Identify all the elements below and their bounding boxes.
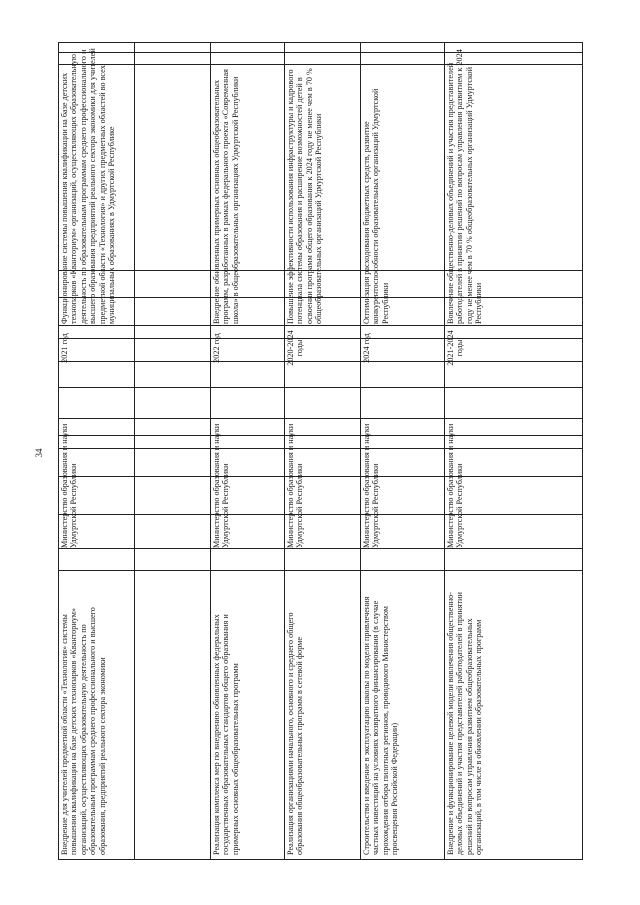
- row-2-executor: Министерство образования и науки Удмуртской Республики: [212, 423, 231, 548]
- row-2-term: 2022 год: [212, 333, 221, 363]
- row-3-event: Реализация организациями начального, основного и среднего общего образования общеобразовательных программ в сетевой форме: [286, 612, 305, 855]
- row-divider: [58, 448, 583, 449]
- row-3-executor: Министерство образования и науки Удмуртской Республики: [286, 423, 305, 548]
- column-divider: [360, 42, 361, 860]
- table-border-bottom: [58, 859, 583, 860]
- row-4-term: 2024 год: [362, 333, 371, 363]
- row-divider: [58, 418, 583, 419]
- row-1-term: 2021 год: [60, 333, 69, 363]
- column-divider: [284, 42, 285, 860]
- row-1-event: Внедрение для учителей предметной области «Технология» системы повышения квалификации на базе детских технопарков «Кванториум» организаций, осуществляющих образовательную деятельность по образовательным программам среднего профессионального и высшего образования, предприятий реального сектора экономики: [60, 607, 107, 855]
- table-border-left: [58, 42, 59, 860]
- row-divider: [58, 435, 583, 436]
- row-divider: [58, 548, 583, 549]
- row-4-executor: Министерство образования и науки Удмуртской Республики: [362, 423, 381, 548]
- row-5-term: 2021-2024 годы: [446, 330, 465, 366]
- row-1-executor: Министерство образования и науки Удмуртской Республики: [60, 423, 79, 548]
- events-table: [58, 42, 583, 860]
- column-divider: [134, 42, 135, 860]
- row-3-result: Повышение эффективности использования инфраструктуры и кадрового потенциала системы образования и расширение возможностей детей в освоении программ общего образования к 2024 году не менее чем в 70 % общеобразовательных организаций Удмуртской Республики: [286, 68, 324, 324]
- row-divider: [58, 514, 583, 515]
- row-divider: [58, 338, 583, 339]
- row-2-event: Реализация комплекса мер по внедрению обновленных федеральных государственных образовательных стандартов общего образования и примерных основных общеобразовательных программ: [212, 614, 240, 855]
- table-border-right: [582, 42, 583, 860]
- row-5-event: Внедрение и функционирование целевой модели вовлечения общественно-деловых объединений и участия представителей работодателей в принятии решений по вопросам управления развитием общеобразовательных организаций, в том числе в обновлении образовательных программ: [446, 592, 484, 855]
- row-divider: [58, 325, 583, 326]
- row-divider: [58, 570, 583, 571]
- row-4-result: Оптимизация расходования бюджетных средств, развитие конкурентоспособности образовательных организаций Удмуртской Республики: [362, 88, 390, 324]
- row-2-result: Внедрение обновленных примерных основных общеобразовательных программ, разработанных в рамках федерального проекта «Современная школа» в общеобразовательных организациях Удмуртской Республики: [212, 69, 240, 324]
- column-divider: [210, 42, 211, 860]
- row-divider: [58, 476, 583, 477]
- row-divider: [58, 361, 583, 362]
- row-divider: [58, 387, 583, 388]
- row-3-term: 2020-2024 годы: [286, 330, 305, 366]
- page-number: 34: [34, 448, 44, 458]
- row-5-result: Вовлечение общественно-деловых объединений и участия представителей работодателей в принятии решений по вопросам управления развитием к 2024 году не менее чем в 70 % общеобразовательных организаций Удмуртской Республики: [446, 49, 484, 324]
- table-border-top: [58, 42, 583, 43]
- row-1-result: Функционирование системы повышения квалификации на базе детских технопарков «Кванториум» организаций, осуществляющих образовательную деятельность по образовательным программам среднего профессионального и высшего образования предприятий реального сектора экономики для учителей предметной области «Технология» и других предметных областей во всех муниципальных образованиях в Удмуртской Республике: [60, 48, 117, 324]
- row-4-event: Строительство и введение в эксплуатацию школы по модели привлечения частных инвестиций на условиях возвратного финансирования (в случае прохождения отбора пилотных регионов, проводимого Министерством просвещения Российской Федерации): [362, 596, 400, 855]
- row-5-executor: Министерство образования и науки Удмуртской Республики: [446, 423, 465, 548]
- column-divider: [444, 42, 445, 860]
